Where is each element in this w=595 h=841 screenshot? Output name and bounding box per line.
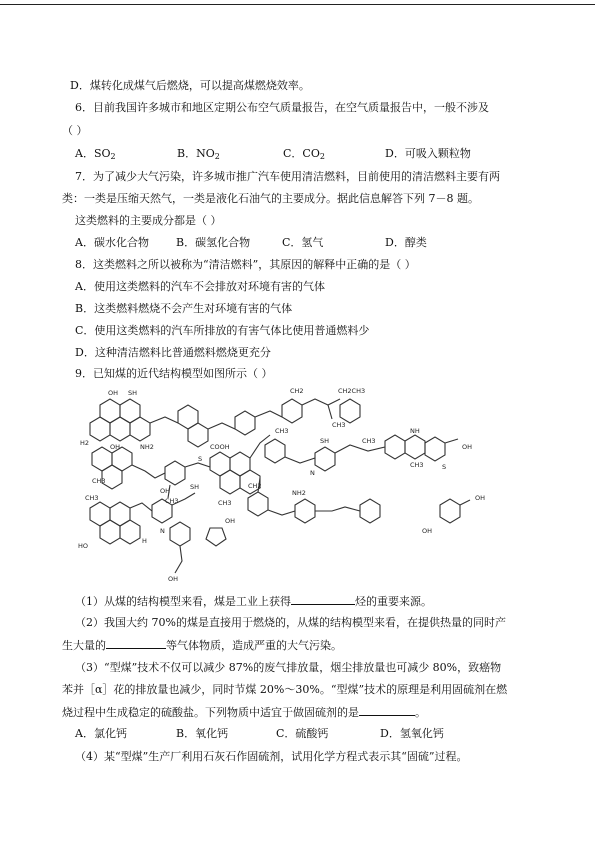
bond-chain xyxy=(185,463,210,467)
benzene-ring xyxy=(265,439,285,463)
top-border-line xyxy=(0,4,595,5)
benzene-ring xyxy=(100,520,120,544)
atom-label: OH xyxy=(110,443,121,451)
q9-sub2-line2 xyxy=(62,637,342,654)
q6-stem-line2: （ ） xyxy=(62,124,88,137)
bond-chain xyxy=(250,435,270,458)
q7-stem-line2: 类：一类是压缩天然气，一类是液化石油气的主要成分。据此信息解答下列 7－8 题。 xyxy=(62,192,479,205)
atom-label: H xyxy=(142,537,147,545)
atom-label: CH3 xyxy=(362,437,376,445)
q8-option-a: A．使用这类燃料的汽车不会排放对环境有害的气体 xyxy=(75,280,325,293)
benzene-ring xyxy=(425,437,445,461)
q6-option-a-text: A．SO xyxy=(75,147,111,160)
q6-option-c-text: C．CO xyxy=(283,147,320,160)
bond-chain xyxy=(268,510,295,515)
cyclohexane-ring xyxy=(170,522,190,546)
atom-label: COOH xyxy=(210,443,230,451)
bond-chain xyxy=(132,465,165,478)
q9-sub3-line1: （3）“型煤”技术不仅可以减少 87%的废气排放量，烟尘排放量也可减少 80%，致癌物 xyxy=(75,661,502,674)
q7-question: 这类燃料的主要成分都是（ ） xyxy=(75,214,222,227)
atom-label: CH3 xyxy=(410,461,424,469)
q8-stem: 8．这类燃料之所以被称为“清洁燃料”，其原因的解释中正确的是（ ） xyxy=(75,258,416,271)
atom-label: OH xyxy=(168,575,179,583)
q9-sub2-text-b: 生大量的 xyxy=(62,639,106,652)
atom-label: CH3 xyxy=(92,477,106,485)
q9-sub2-line1: （2）我国大约 70%的煤是直接用于燃烧的，从煤的结构模型来看，在提供热量的同时产 xyxy=(75,616,506,629)
benzene-ring xyxy=(120,520,140,544)
bond-chain xyxy=(208,423,235,429)
q9-sub3-line2: 苯并［α］花的排放量也减少，同时节煤 20%～30%。“型煤”技术的原理是利用固硫剂在燃 xyxy=(62,683,508,696)
bond-chain xyxy=(445,439,458,443)
atom-label: N xyxy=(160,527,165,535)
benzene-ring xyxy=(440,499,460,523)
atom-label: OH xyxy=(462,443,473,451)
benzene-ring xyxy=(360,499,380,523)
atom-label: CH2 xyxy=(290,387,304,395)
q7-option-b: B．碳氢化合物 xyxy=(176,236,251,249)
bond-chain xyxy=(150,417,178,423)
atom-label: H2 xyxy=(80,439,90,447)
benzene-ring xyxy=(165,461,185,485)
q9-option-d: D．氢氧化钙 xyxy=(380,727,444,740)
q6-stem-line1: 6．目前我国许多城市和地区定期公布空气质量报告，在空气质量报告中，一般不涉及 xyxy=(75,101,489,114)
bond-chain xyxy=(328,405,332,419)
cyclopentane-ring xyxy=(206,528,226,546)
thiophene-ring xyxy=(405,435,425,459)
atom-label: OH xyxy=(475,494,486,502)
atom-label: CH3 xyxy=(218,499,232,507)
q6-option-b-subscript: 2 xyxy=(214,152,220,161)
q9-sub1-text-b: 烃的重要来源。 xyxy=(355,595,432,608)
bond-chain xyxy=(335,445,385,453)
coal-structure-model-figure xyxy=(70,383,540,588)
bond-chain xyxy=(302,399,340,405)
q6-option-b-text: B．NO xyxy=(177,147,215,160)
q7-option-d: D．醇类 xyxy=(385,236,427,249)
q9-sub3-text: 烧过程中生成稳定的硫酸盐。下列物质中适宜于做固硫剂的是 xyxy=(62,706,359,719)
atom-label: SH xyxy=(320,437,330,445)
cyclohexane-ring xyxy=(340,399,360,423)
atom-label: CH3 xyxy=(165,497,179,505)
atom-label: S xyxy=(442,463,447,471)
q6-option-c xyxy=(283,146,325,165)
q8-option-d: D．这种清洁燃料比普通燃料燃烧更充分 xyxy=(75,346,271,359)
benzene-ring xyxy=(248,492,268,516)
benzene-ring xyxy=(220,470,240,494)
q6-option-c-subscript: 2 xyxy=(319,152,325,161)
bond-chain xyxy=(460,500,470,505)
benzene-ring xyxy=(90,417,110,441)
benzene-ring xyxy=(385,435,405,459)
atom-label: S xyxy=(198,455,203,463)
q7-option-a: A．碳水化合物 xyxy=(75,236,149,249)
q6-option-b xyxy=(177,146,220,165)
bond-chain xyxy=(255,411,282,417)
q7-option-c: C．氢气 xyxy=(282,236,324,249)
bond-chain xyxy=(130,503,152,511)
benzene-ring xyxy=(188,423,208,447)
q9-option-a: A．氯化钙 xyxy=(75,727,127,740)
q9-sub1-answer-blank[interactable] xyxy=(291,593,355,605)
q9-stem: 9．已知煤的近代结构模型如图所示（ ） xyxy=(75,367,273,380)
atom-label: CH3 xyxy=(332,421,346,429)
q9-option-b: B．氧化钙 xyxy=(176,727,229,740)
q9-sub3-answer-blank[interactable] xyxy=(359,704,415,716)
q5-option-d: D．煤转化成煤气后燃烧，可以提高煤燃烧效率。 xyxy=(70,79,310,92)
atom-label: SH xyxy=(128,389,138,397)
q6-option-d: D．可吸入颗粒物 xyxy=(385,147,471,160)
atom-label: HO xyxy=(78,542,89,550)
atom-label: OH xyxy=(160,487,171,495)
atom-label: CH3 xyxy=(85,494,99,502)
q6-option-a-subscript: 2 xyxy=(110,152,116,161)
q8-option-b: B．这类燃料燃烧不会产生对环境有害的气体 xyxy=(75,302,293,315)
q8-option-c: C．使用这类燃料的汽车所排放的有害气体比使用普通燃料少 xyxy=(75,324,370,337)
atom-label: OH xyxy=(108,389,119,397)
atom-label: CH2CH3 xyxy=(338,387,366,395)
benzene-ring xyxy=(235,411,255,435)
q9-sub2-text-c: 等气体物质，造成严重的大气污染。 xyxy=(166,639,342,652)
bond-chain xyxy=(315,507,360,511)
q9-option-c: C．硫酸钙 xyxy=(276,727,329,740)
benzene-ring xyxy=(295,499,315,523)
atom-label: OH xyxy=(422,527,433,535)
bond-chain xyxy=(175,546,182,573)
q9-sub1 xyxy=(75,593,432,610)
q9-sub1-text-a: （1）从煤的结构模型来看，煤是工业上获得 xyxy=(75,595,291,608)
q9-sub2-answer-blank[interactable] xyxy=(106,637,166,649)
atom-label: SH xyxy=(190,483,200,491)
atom-label: NH2 xyxy=(292,489,306,497)
q6-option-a xyxy=(75,146,116,165)
pyridine-ring xyxy=(315,447,335,471)
bond-chain xyxy=(285,457,315,463)
atom-label: CH2 xyxy=(248,482,262,490)
benzene-ring xyxy=(282,399,302,423)
atom-label: NH2 xyxy=(140,443,154,451)
q9-sub3-text-end: 。 xyxy=(415,706,426,719)
atom-label: NH xyxy=(410,427,420,435)
benzene-ring xyxy=(130,417,150,441)
q7-stem-line1: 7．为了减少大气污染，许多城市推广汽车使用清洁燃料，目前使用的清洁燃料主要有两 xyxy=(75,170,500,183)
atom-label: CH3 xyxy=(275,427,289,435)
q9-sub3-line3 xyxy=(62,704,426,721)
benzene-ring xyxy=(110,417,130,441)
atom-label: OH xyxy=(225,517,236,525)
atom-label: N xyxy=(310,469,315,477)
q9-sub4: （4）某“型煤”生产厂利用石灰石作固硫剂，试用化学方程式表示其“固硫”过程。 xyxy=(75,750,468,763)
